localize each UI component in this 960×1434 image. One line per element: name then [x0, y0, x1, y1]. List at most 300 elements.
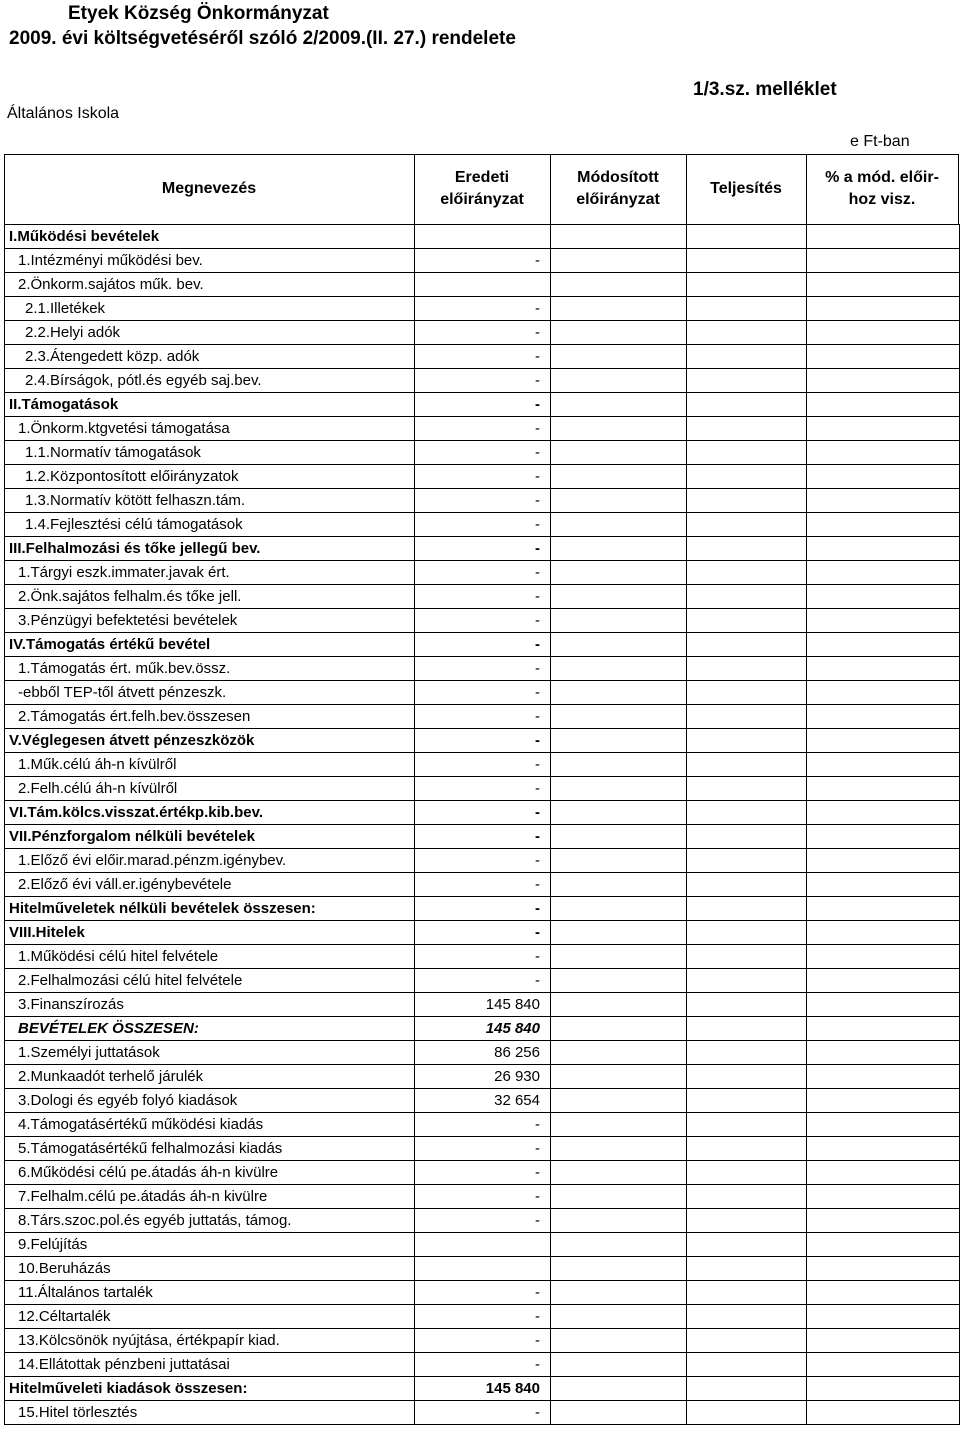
annex-label: 1/3.sz. melléklet — [693, 79, 837, 100]
row-label: BEVÉTELEK ÖSSZESEN: — [5, 1017, 415, 1041]
row-performance-value — [687, 1017, 807, 1041]
table-row — [5, 513, 960, 537]
row-label: 1.3.Normatív kötött felhaszn.tám. — [5, 489, 415, 513]
row-label: 1.Előző évi előir.marad.pénzm.igénybev. — [5, 849, 415, 873]
row-modified-value — [551, 1281, 687, 1305]
table-row — [5, 705, 960, 729]
row-label: 2.3.Átengedett közp. adók — [5, 345, 415, 369]
table-row — [5, 945, 960, 969]
row-percent-value — [807, 1185, 960, 1209]
row-original-value: - — [415, 1209, 551, 1233]
table-row — [5, 273, 960, 297]
row-percent-value — [807, 465, 960, 489]
row-original-value: 145 840 — [415, 993, 551, 1017]
row-modified-value — [551, 585, 687, 609]
row-original-value: - — [415, 897, 551, 921]
row-percent-value — [807, 1257, 960, 1281]
row-percent-value — [807, 1329, 960, 1353]
row-percent-value — [807, 369, 960, 393]
row-original-value — [415, 1257, 551, 1281]
row-performance-value — [687, 993, 807, 1017]
row-label: I.Működési bevételek — [5, 225, 415, 249]
row-modified-value — [551, 1137, 687, 1161]
row-original-value: - — [415, 345, 551, 369]
row-performance-value — [687, 369, 807, 393]
row-modified-value — [551, 825, 687, 849]
table-row — [5, 633, 960, 657]
row-performance-value — [687, 1305, 807, 1329]
row-percent-value — [807, 393, 960, 417]
row-performance-value — [687, 417, 807, 441]
row-modified-value — [551, 657, 687, 681]
row-percent-value — [807, 1161, 960, 1185]
row-label: 10.Beruházás — [5, 1257, 415, 1281]
row-label: 3.Finanszírozás — [5, 993, 415, 1017]
row-percent-value — [807, 801, 960, 825]
row-modified-value — [551, 633, 687, 657]
row-performance-value — [687, 681, 807, 705]
row-label: IV.Támogatás értékű bevétel — [5, 633, 415, 657]
row-performance-value — [687, 1089, 807, 1113]
row-performance-value — [687, 1137, 807, 1161]
row-original-value: - — [415, 465, 551, 489]
table-row — [5, 1065, 960, 1089]
row-percent-value — [807, 729, 960, 753]
row-performance-value — [687, 969, 807, 993]
row-performance-value — [687, 825, 807, 849]
row-modified-value — [551, 609, 687, 633]
row-modified-value — [551, 1305, 687, 1329]
table-row — [5, 465, 960, 489]
row-label: 1.Önkorm.ktgvetési támogatása — [5, 417, 415, 441]
row-label: 1.Tárgyi eszk.immater.javak ért. — [5, 561, 415, 585]
column-header-original-line1: Eredeti — [454, 169, 510, 186]
row-label: 2.1.Illetékek — [5, 297, 415, 321]
row-label: VIII.Hitelek — [5, 921, 415, 945]
row-label: 1.1.Normatív támogatások — [5, 441, 415, 465]
row-modified-value — [551, 753, 687, 777]
row-modified-value — [551, 345, 687, 369]
table-row — [5, 249, 960, 273]
row-performance-value — [687, 1353, 807, 1377]
row-original-value: - — [415, 441, 551, 465]
budget-table — [4, 224, 960, 1425]
row-modified-value — [551, 1257, 687, 1281]
row-percent-value — [807, 1089, 960, 1113]
table-row — [5, 1089, 960, 1113]
row-performance-value — [687, 1113, 807, 1137]
row-percent-value — [807, 417, 960, 441]
column-header-modified-line1: Módosított — [577, 169, 659, 186]
table-row — [5, 1161, 960, 1185]
row-performance-value — [687, 489, 807, 513]
row-modified-value — [551, 321, 687, 345]
row-performance-value — [687, 609, 807, 633]
row-modified-value — [551, 1017, 687, 1041]
row-performance-value — [687, 1329, 807, 1353]
row-original-value: - — [415, 633, 551, 657]
row-label: 1.2.Központosított előirányzatok — [5, 465, 415, 489]
row-label: 2.4.Bírságok, pótl.és egyéb saj.bev. — [5, 369, 415, 393]
row-performance-value — [687, 393, 807, 417]
row-modified-value — [551, 705, 687, 729]
row-modified-value — [551, 1233, 687, 1257]
row-original-value — [415, 225, 551, 249]
row-modified-value — [551, 1113, 687, 1137]
decree-title: 2009. évi költségvetéséről szóló 2/2009.(II. 27.) rendelete — [9, 28, 516, 49]
table-row — [5, 897, 960, 921]
row-label: -ebből TEP-től átvett pénzeszk. — [5, 681, 415, 705]
row-percent-value — [807, 945, 960, 969]
row-modified-value — [551, 1041, 687, 1065]
row-label: VI.Tám.kölcs.visszat.értékp.kib.bev. — [5, 801, 415, 825]
row-modified-value — [551, 561, 687, 585]
row-label: 1.Műk.célú áh-n kívülről — [5, 753, 415, 777]
row-modified-value — [551, 1161, 687, 1185]
row-percent-value — [807, 1305, 960, 1329]
row-percent-value — [807, 873, 960, 897]
row-percent-value — [807, 825, 960, 849]
row-original-value: - — [415, 1185, 551, 1209]
table-row — [5, 1329, 960, 1353]
row-label: 9.Felújítás — [5, 1233, 415, 1257]
table-row — [5, 1041, 960, 1065]
row-original-value: - — [415, 681, 551, 705]
table-row — [5, 993, 960, 1017]
row-performance-value — [687, 1209, 807, 1233]
row-label: 5.Támogatásértékű felhalmozási kiadás — [5, 1137, 415, 1161]
row-percent-value — [807, 1353, 960, 1377]
row-performance-value — [687, 657, 807, 681]
row-original-value: - — [415, 705, 551, 729]
row-original-value: - — [415, 1401, 551, 1425]
row-performance-value — [687, 297, 807, 321]
row-performance-value — [687, 633, 807, 657]
row-label: Hitelműveleti kiadások összesen: — [5, 1377, 415, 1401]
row-original-value: - — [415, 729, 551, 753]
row-original-value: 86 256 — [415, 1041, 551, 1065]
table-row — [5, 393, 960, 417]
table-row — [5, 489, 960, 513]
row-performance-value — [687, 873, 807, 897]
table-row — [5, 801, 960, 825]
column-header-percent-line1: % a mód. előir- — [825, 169, 939, 186]
column-header-percent — [806, 167, 958, 211]
row-percent-value — [807, 753, 960, 777]
row-label: 2.Felhalmozási célú hitel felvétele — [5, 969, 415, 993]
row-original-value: - — [415, 321, 551, 345]
table-row — [5, 1137, 960, 1161]
row-performance-value — [687, 465, 807, 489]
row-original-value: - — [415, 945, 551, 969]
row-original-value: - — [415, 921, 551, 945]
row-label: 1.Működési célú hitel felvétele — [5, 945, 415, 969]
table-row — [5, 1017, 960, 1041]
table-row — [5, 1353, 960, 1377]
row-performance-value — [687, 729, 807, 753]
row-original-value: - — [415, 585, 551, 609]
row-modified-value — [551, 513, 687, 537]
row-performance-value — [687, 1185, 807, 1209]
row-performance-value — [687, 249, 807, 273]
table-row — [5, 1233, 960, 1257]
table-row — [5, 849, 960, 873]
row-label: 11.Általános tartalék — [5, 1281, 415, 1305]
row-label: 2.Munkaadót terhelő járulék — [5, 1065, 415, 1089]
table-row — [5, 753, 960, 777]
row-modified-value — [551, 993, 687, 1017]
row-performance-value — [687, 1041, 807, 1065]
row-original-value: - — [415, 1305, 551, 1329]
row-percent-value — [807, 489, 960, 513]
row-label: 1.Személyi juttatások — [5, 1041, 415, 1065]
row-performance-value — [687, 1161, 807, 1185]
table-row — [5, 297, 960, 321]
column-header-original-line2: előirányzat — [440, 191, 524, 208]
row-performance-value — [687, 513, 807, 537]
table-row — [5, 1377, 960, 1401]
row-performance-value — [687, 441, 807, 465]
row-percent-value — [807, 777, 960, 801]
table-row — [5, 345, 960, 369]
row-original-value: - — [415, 873, 551, 897]
row-original-value: - — [415, 777, 551, 801]
row-performance-value — [687, 753, 807, 777]
row-percent-value — [807, 441, 960, 465]
row-percent-value — [807, 849, 960, 873]
row-modified-value — [551, 1065, 687, 1089]
row-original-value: - — [415, 417, 551, 441]
row-percent-value — [807, 1281, 960, 1305]
row-percent-value — [807, 1233, 960, 1257]
row-label: 4.Támogatásértékű működési kiadás — [5, 1113, 415, 1137]
row-percent-value — [807, 1017, 960, 1041]
row-label: 2.Önkorm.sajátos műk. bev. — [5, 273, 415, 297]
row-performance-value — [687, 1233, 807, 1257]
table-row — [5, 537, 960, 561]
row-modified-value — [551, 729, 687, 753]
row-modified-value — [551, 417, 687, 441]
table-row — [5, 657, 960, 681]
row-performance-value — [687, 849, 807, 873]
row-modified-value — [551, 945, 687, 969]
row-percent-value — [807, 321, 960, 345]
row-original-value: - — [415, 537, 551, 561]
row-percent-value — [807, 345, 960, 369]
table-row — [5, 441, 960, 465]
row-original-value: - — [415, 297, 551, 321]
row-performance-value — [687, 345, 807, 369]
row-percent-value — [807, 705, 960, 729]
row-modified-value — [551, 393, 687, 417]
row-original-value: - — [415, 969, 551, 993]
row-original-value: - — [415, 1137, 551, 1161]
row-modified-value — [551, 1377, 687, 1401]
row-percent-value — [807, 537, 960, 561]
row-percent-value — [807, 969, 960, 993]
row-performance-value — [687, 1257, 807, 1281]
row-label: 7.Felhalm.célú pe.átadás áh-n kivülre — [5, 1185, 415, 1209]
table-row — [5, 1113, 960, 1137]
table-row — [5, 921, 960, 945]
row-modified-value — [551, 681, 687, 705]
row-modified-value — [551, 777, 687, 801]
column-header-original — [414, 167, 550, 211]
row-performance-value — [687, 1281, 807, 1305]
row-performance-value — [687, 225, 807, 249]
row-label: Hitelműveletek nélküli bevételek összesen: — [5, 897, 415, 921]
table-row — [5, 873, 960, 897]
row-performance-value — [687, 801, 807, 825]
row-performance-value — [687, 705, 807, 729]
row-original-value — [415, 273, 551, 297]
row-label: VII.Pénzforgalom nélküli bevételek — [5, 825, 415, 849]
row-label: 1.Támogatás ért. műk.bev.össz. — [5, 657, 415, 681]
row-modified-value — [551, 1185, 687, 1209]
column-header-modified-line2: előirányzat — [576, 191, 660, 208]
row-percent-value — [807, 1113, 960, 1137]
column-header-modified — [550, 167, 686, 211]
row-modified-value — [551, 537, 687, 561]
row-percent-value — [807, 1377, 960, 1401]
row-modified-value — [551, 969, 687, 993]
row-label: V.Véglegesen átvett pénzeszközök — [5, 729, 415, 753]
row-modified-value — [551, 849, 687, 873]
row-original-value: - — [415, 1329, 551, 1353]
row-performance-value — [687, 561, 807, 585]
row-modified-value — [551, 297, 687, 321]
row-label: 1.Intézményi működési bev. — [5, 249, 415, 273]
row-performance-value — [687, 273, 807, 297]
row-modified-value — [551, 465, 687, 489]
row-percent-value — [807, 1137, 960, 1161]
row-original-value: - — [415, 489, 551, 513]
row-modified-value — [551, 249, 687, 273]
row-modified-value — [551, 1353, 687, 1377]
row-performance-value — [687, 1377, 807, 1401]
row-performance-value — [687, 537, 807, 561]
row-original-value: 145 840 — [415, 1017, 551, 1041]
row-original-value: - — [415, 561, 551, 585]
row-modified-value — [551, 489, 687, 513]
row-modified-value — [551, 441, 687, 465]
row-modified-value — [551, 1401, 687, 1425]
row-performance-value — [687, 1065, 807, 1089]
row-percent-value — [807, 1401, 960, 1425]
row-performance-value — [687, 921, 807, 945]
row-original-value: - — [415, 609, 551, 633]
row-label: 2.Előző évi váll.er.igénybevétele — [5, 873, 415, 897]
row-label: 12.Céltartalék — [5, 1305, 415, 1329]
row-label: 2.2.Helyi adók — [5, 321, 415, 345]
row-percent-value — [807, 225, 960, 249]
row-modified-value — [551, 1209, 687, 1233]
row-percent-value — [807, 1041, 960, 1065]
row-percent-value — [807, 513, 960, 537]
row-modified-value — [551, 897, 687, 921]
row-percent-value — [807, 1209, 960, 1233]
row-modified-value — [551, 921, 687, 945]
row-performance-value — [687, 585, 807, 609]
row-original-value: - — [415, 849, 551, 873]
row-original-value: - — [415, 801, 551, 825]
row-percent-value — [807, 993, 960, 1017]
row-label: 2.Támogatás ért.felh.bev.összesen — [5, 705, 415, 729]
row-percent-value — [807, 561, 960, 585]
row-label: 8.Társ.szoc.pol.és egyéb juttatás, támog. — [5, 1209, 415, 1233]
row-label: 3.Pénzügyi befektetési bevételek — [5, 609, 415, 633]
table-row — [5, 417, 960, 441]
row-label: 2.Önk.sajátos felhalm.és tőke jell. — [5, 585, 415, 609]
row-label: 1.4.Fejlesztési célú támogatások — [5, 513, 415, 537]
row-label: 13.Kölcsönök nyújtása, értékpapír kiad. — [5, 1329, 415, 1353]
row-modified-value — [551, 369, 687, 393]
row-modified-value — [551, 1329, 687, 1353]
row-label: 15.Hitel törlesztés — [5, 1401, 415, 1425]
row-percent-value — [807, 921, 960, 945]
row-modified-value — [551, 273, 687, 297]
row-original-value: - — [415, 1113, 551, 1137]
row-original-value — [415, 1233, 551, 1257]
row-percent-value — [807, 897, 960, 921]
row-performance-value — [687, 1401, 807, 1425]
row-performance-value — [687, 897, 807, 921]
unit-label: e Ft-ban — [850, 133, 910, 150]
column-header-name: Megnevezés — [161, 180, 257, 197]
table-row — [5, 777, 960, 801]
table-row — [5, 561, 960, 585]
row-percent-value — [807, 249, 960, 273]
table-row — [5, 729, 960, 753]
row-percent-value — [807, 1065, 960, 1089]
org-title: Etyek Község Önkormányzat — [68, 3, 329, 24]
table-row — [5, 225, 960, 249]
row-modified-value — [551, 873, 687, 897]
table-row — [5, 1401, 960, 1425]
row-label: 14.Ellátottak pénzbeni juttatásai — [5, 1353, 415, 1377]
row-percent-value — [807, 273, 960, 297]
institution-name: Általános Iskola — [7, 105, 120, 122]
row-original-value: - — [415, 1161, 551, 1185]
row-percent-value — [807, 297, 960, 321]
column-header-percent-line2: hoz visz. — [848, 191, 916, 208]
row-original-value: - — [415, 369, 551, 393]
row-performance-value — [687, 945, 807, 969]
row-original-value: - — [415, 1281, 551, 1305]
table-row — [5, 681, 960, 705]
row-performance-value — [687, 321, 807, 345]
row-label: 6.Működési célú pe.átadás áh-n kivülre — [5, 1161, 415, 1185]
table-row — [5, 1257, 960, 1281]
row-original-value: 32 654 — [415, 1089, 551, 1113]
table-row — [5, 825, 960, 849]
table-row — [5, 1305, 960, 1329]
row-original-value: 26 930 — [415, 1065, 551, 1089]
table-row — [5, 321, 960, 345]
table-row — [5, 609, 960, 633]
table-row — [5, 585, 960, 609]
row-percent-value — [807, 681, 960, 705]
row-original-value: - — [415, 393, 551, 417]
row-modified-value — [551, 801, 687, 825]
table-row — [5, 369, 960, 393]
row-label: III.Felhalmozási és tőke jellegű bev. — [5, 537, 415, 561]
row-percent-value — [807, 657, 960, 681]
row-label: 3.Dologi és egyéb folyó kiadások — [5, 1089, 415, 1113]
row-modified-value — [551, 225, 687, 249]
row-label: 2.Felh.célú áh-n kívülről — [5, 777, 415, 801]
row-original-value: - — [415, 657, 551, 681]
